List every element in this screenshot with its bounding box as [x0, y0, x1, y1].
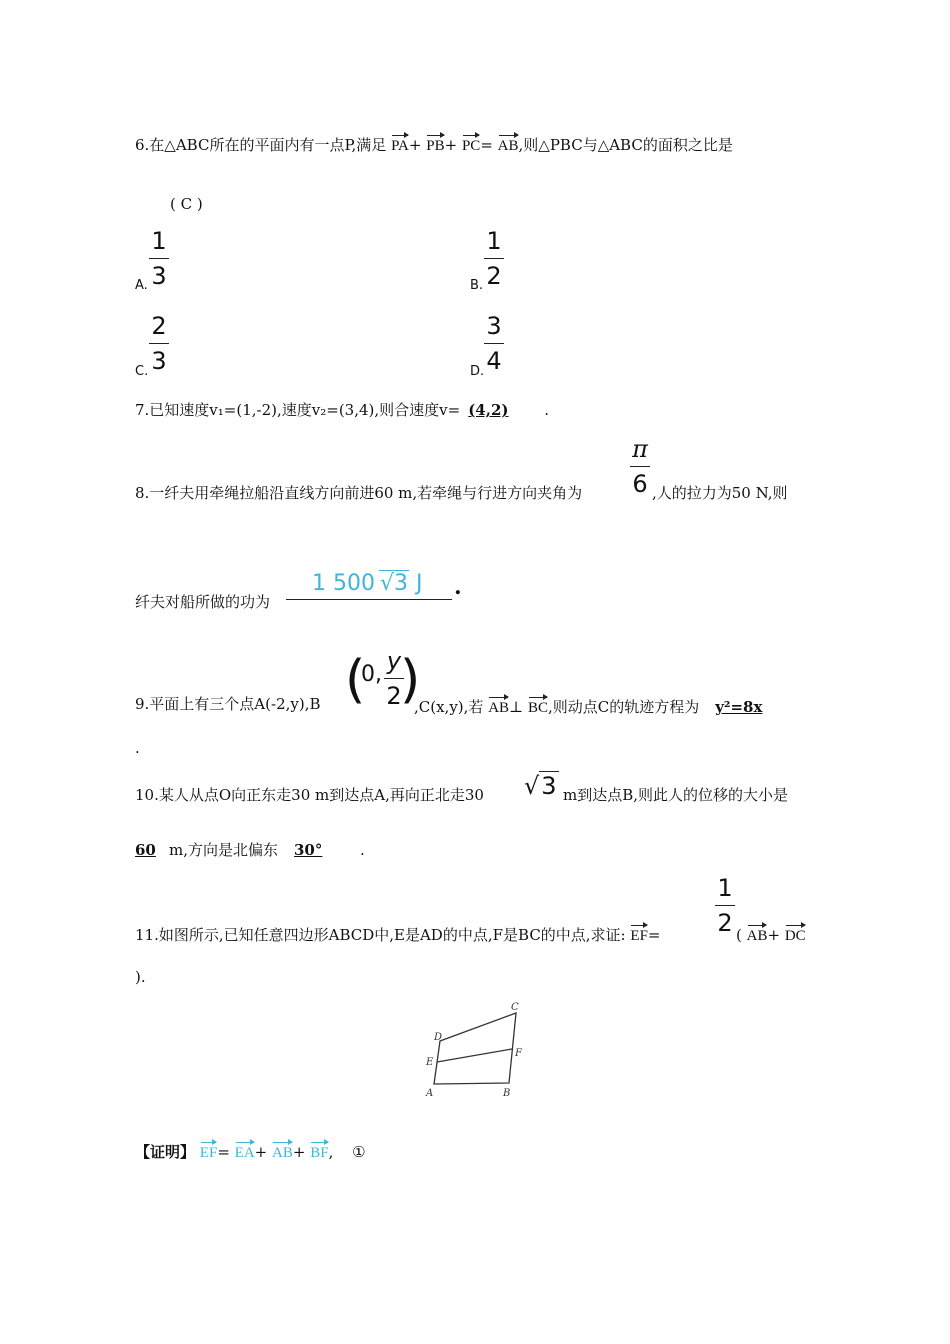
plus-sign: + [292, 1143, 306, 1161]
q8-text-b: ,人的拉力为50 N,则 [652, 484, 788, 502]
option-c-fraction [149, 311, 169, 376]
q11-stem: 11.如图所示,已知任意四边形ABCD中,E是AD的中点,F是BC的中点,求证: [135, 926, 626, 944]
question-7 [135, 400, 549, 420]
q7-end: . [544, 401, 549, 419]
option-a-label: A. [135, 278, 148, 293]
plus-sign: + [408, 136, 422, 154]
label-d: D [434, 1032, 443, 1043]
fraction-numerator: 1 [717, 874, 733, 902]
fraction-numerator: 2 [151, 312, 167, 340]
fraction-numerator: 3 [486, 312, 502, 340]
fraction-denominator: 3 [151, 347, 167, 375]
q6-prefix: 6.在△ABC所在的平面内有一点P,满足 [135, 136, 387, 154]
plus-sign: + [767, 926, 781, 944]
q8-answer-unit: J [416, 571, 423, 596]
fraction-numerator: π [632, 435, 648, 463]
proof-label: 【证明】 [135, 1143, 196, 1161]
fraction-denominator: 2 [386, 682, 402, 710]
option-c-label: C. [135, 364, 149, 379]
q8-answer-radical: √3 [379, 571, 409, 596]
label-f: F [515, 1048, 522, 1059]
q11-bracket [736, 922, 806, 946]
vector-ef: EF [200, 1139, 218, 1163]
option-b-fraction [484, 226, 504, 291]
fraction-numerator: y [386, 647, 402, 675]
equals-sign: = [217, 1143, 230, 1161]
label-c: C [511, 1002, 519, 1013]
perpendicular-sign: ⊥ [509, 698, 524, 716]
fraction-denominator: 2 [717, 909, 733, 937]
q8-line2: 纤夫对船所做的功为 [135, 593, 271, 611]
fraction-numerator: 1 [151, 227, 167, 255]
vector-ab: AB [747, 922, 768, 946]
q10-line2 [135, 840, 365, 860]
q6-suffix: ,则△PBC与△ABC的面积之比是 [518, 136, 733, 154]
proof-marker: ① [352, 1143, 366, 1161]
fraction-denominator: 3 [151, 262, 167, 290]
label-a: A [426, 1088, 434, 1099]
proof-line [135, 1139, 366, 1163]
fraction-denominator: 4 [486, 347, 502, 375]
q10-text-c: m,方向是北偏东 [169, 841, 278, 859]
question-6-stem [135, 132, 733, 156]
quadrilateral-abcd [434, 1013, 516, 1084]
q10-radical: √3 [524, 772, 557, 800]
vector-ab: AB [272, 1139, 293, 1163]
fraction-denominator: 6 [632, 470, 648, 498]
fraction-numerator: 1 [486, 227, 502, 255]
plus-sign: + [444, 136, 458, 154]
question-8-line1 [135, 483, 582, 503]
vector-pa: PA [391, 132, 409, 156]
vector-pb: PB [426, 132, 444, 156]
q9-paren-right: ) [400, 650, 421, 710]
q10-answer-direction: 30° [294, 841, 323, 859]
vector-bf: BF [310, 1139, 328, 1163]
equals-sign: = [647, 926, 661, 944]
q9-text-a: 9.平面上有三个点A(-2,y),B [135, 695, 321, 713]
q8-end: . [454, 574, 462, 600]
vector-ab: AB [488, 694, 509, 718]
q9-text-c: ,则动点C的轨迹方程为 [547, 698, 700, 716]
option-d-fraction [484, 311, 504, 376]
plus-sign: + [254, 1143, 268, 1161]
q11-close: ). [135, 968, 146, 986]
label-b: B [503, 1088, 511, 1099]
q8-answer [286, 571, 452, 600]
q8-angle-fraction [630, 434, 650, 499]
q10-answer-distance: 60 [135, 841, 156, 859]
option-d-label: D. [470, 364, 485, 379]
open-paren: ( [736, 926, 742, 944]
proof-comma: , [328, 1143, 334, 1161]
vector-dc: DC [785, 922, 806, 946]
q9-end: . [135, 739, 140, 757]
q8-answer-number: 1 500 [312, 571, 375, 596]
q9-paren-left: ( [345, 650, 366, 710]
q9-answer: y²=8x [715, 698, 763, 716]
radicand: 3 [541, 772, 557, 800]
equals-sign: = [480, 136, 493, 154]
option-a-fraction [149, 226, 169, 291]
fraction-denominator: 2 [486, 262, 502, 290]
option-b-label: B. [470, 278, 484, 293]
vector-pc: PC [462, 132, 480, 156]
segment-ef [437, 1049, 512, 1062]
vector-ab: AB [498, 132, 519, 156]
q6-answer: ( C ) [170, 195, 203, 213]
q10-text-b: m到达点B,则此人的位移的大小是 [563, 786, 789, 804]
vector-bc: BC [528, 694, 548, 718]
q8-text-a: 8.一纤夫用牵绳拉船沿直线方向前进60 m,若牵绳与行进方向夹角为 [135, 484, 583, 502]
radicand: 3 [394, 571, 409, 596]
vector-ef: EF [630, 922, 648, 946]
q11-text [135, 922, 661, 946]
q9-text-b: ,C(x,y),若 [414, 698, 484, 716]
quadrilateral-figure [420, 996, 530, 1100]
q10-text-a: 10.某人从点O向正东走30 m到达点A,再向正北走30 [135, 786, 484, 804]
q7-answer: (4,2) [468, 401, 509, 419]
label-e: E [426, 1057, 434, 1068]
q9-line [414, 694, 769, 718]
vector-ea: EA [235, 1139, 255, 1163]
q9-b-x: 0, [361, 662, 382, 687]
q11-half-fraction [715, 873, 735, 938]
q10-end: . [360, 841, 365, 859]
q7-text: 7.已知速度v₁=(1,-2),速度v₂=(3,4),则合速度v= [135, 401, 461, 419]
